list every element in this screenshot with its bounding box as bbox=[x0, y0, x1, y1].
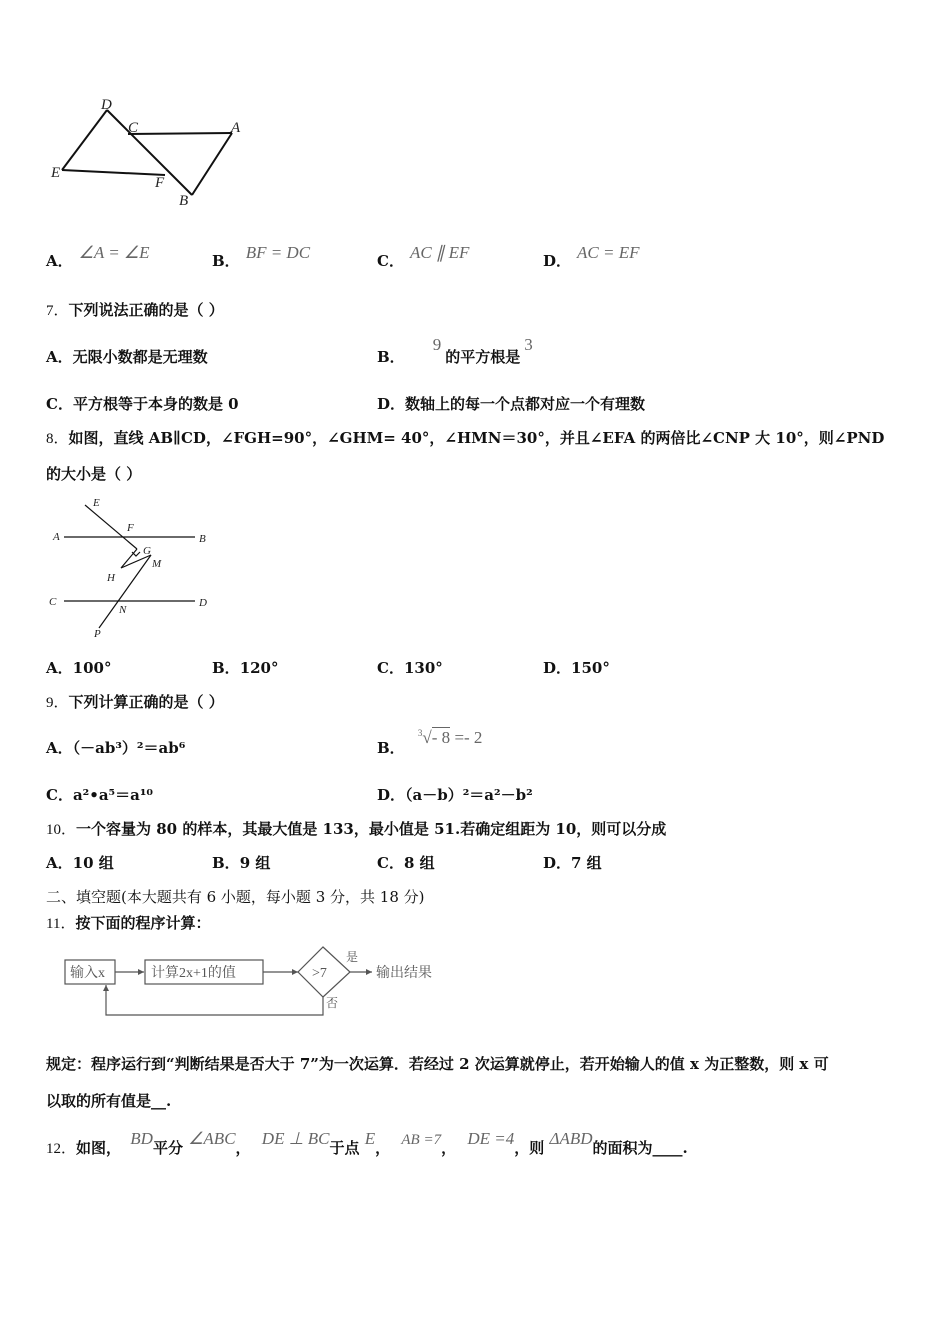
q6-label-b: B bbox=[179, 193, 189, 209]
q9-b-radical-icon: √ bbox=[422, 728, 432, 747]
q8-label-n: N bbox=[119, 604, 127, 616]
q8-option-c[interactable]: C．130° bbox=[377, 659, 443, 677]
q8-option-d[interactable]: D．150° bbox=[543, 659, 610, 677]
q10-option-c[interactable]: C．8 组 bbox=[377, 854, 435, 872]
q9-b-rest: =- 2 bbox=[454, 728, 483, 747]
q9-option-c[interactable]: C．a²•a⁵＝a¹⁰ bbox=[46, 786, 153, 804]
q6-option-d[interactable]: D． AC = EF bbox=[543, 243, 640, 270]
q11-rule-line1: 规定：程序运行到“判断结果是否大于 7”为一次运算．若经过 2 次运算就停止，若开始输人的值 x 为正整数，则 x 可 bbox=[46, 1055, 829, 1073]
q6-label-c: C bbox=[128, 120, 139, 136]
flow-arrowhead-1 bbox=[138, 969, 144, 975]
q8-label-a: A bbox=[53, 531, 60, 543]
flow-arrowhead-yes bbox=[366, 969, 372, 975]
q8-figure bbox=[45, 492, 220, 642]
flow-input-label: 输入x bbox=[70, 966, 105, 981]
q9-option-b[interactable]: B． $^3$√- 8 =- 2 bbox=[377, 728, 483, 757]
q10-option-d[interactable]: D．7 组 bbox=[543, 854, 602, 872]
q12-stem: 12．如图， BD平分 ∠ABC， DE ⊥ BC于点 E， AB =7， DE =4，则 ΔABD的面积为____. bbox=[46, 1129, 688, 1157]
flow-compute-label: 计算2x+1的值 bbox=[151, 966, 236, 981]
q9-b-radicand: - 8 bbox=[431, 728, 451, 747]
q8-right-angle-mark bbox=[132, 552, 140, 556]
q10-stem: 10．一个容量为 80 的样本，其最大值是 133，最小值是 51.若确定组距为 10，则可以分成 bbox=[46, 820, 667, 838]
q8-label-f: F bbox=[127, 522, 134, 534]
flow-arrowhead-loop bbox=[103, 985, 109, 991]
q6-segment-ca bbox=[128, 133, 232, 134]
q11-stem: 11．按下面的程序计算： bbox=[46, 914, 211, 932]
q10-option-a[interactable]: A．10 组 bbox=[46, 854, 114, 872]
flow-yes-label: 是 bbox=[346, 950, 359, 964]
q8-label-d: D bbox=[199, 597, 207, 609]
q7-stem: 7．下列说法正确的是（ ） bbox=[46, 301, 224, 319]
q8-label-m: M bbox=[152, 558, 162, 570]
q7-option-a[interactable]: A．无限小数都是无理数 bbox=[46, 348, 208, 366]
q6-option-b[interactable]: B． BF = DC bbox=[212, 243, 311, 270]
q11-rule-line2: 以取的所有值是__. bbox=[46, 1092, 172, 1110]
q9-b-root-index: 3 bbox=[417, 728, 423, 738]
q7-option-b[interactable]: B．9的平方根是3 bbox=[377, 335, 533, 366]
flow-no-label: 否 bbox=[326, 996, 339, 1010]
q7-option-c[interactable]: C．平方根等于本身的数是 0 bbox=[46, 395, 239, 413]
q8-option-a[interactable]: A．100° bbox=[46, 659, 112, 677]
q6-segment-db bbox=[107, 110, 192, 195]
q9-stem: 9．下列计算正确的是（ ） bbox=[46, 693, 224, 711]
q6-segment-ef bbox=[62, 170, 165, 175]
q6-segment-ab bbox=[192, 133, 232, 195]
q8-label-h: H bbox=[107, 572, 115, 584]
flow-output-label: 输出结果 bbox=[376, 966, 432, 981]
q6-segment-de bbox=[62, 110, 107, 170]
q6-figure bbox=[45, 95, 255, 213]
q10-option-b[interactable]: B．9 组 bbox=[212, 854, 271, 872]
flow-compare-label: >7 bbox=[312, 966, 327, 981]
q7-option-d[interactable]: D．数轴上的每一个点都对应一个有理数 bbox=[377, 395, 646, 413]
q6-label-d: D bbox=[101, 97, 112, 113]
q8-option-b[interactable]: B．120° bbox=[212, 659, 279, 677]
flow-loop-back-line bbox=[106, 985, 323, 1015]
q8-stem-line1: 8．如图，直线 AB∥CD，∠FGH=90°，∠GHM= 40°，∠HMN＝30°，并且∠EFA 的两倍比∠CNP 大 10°，则∠PND bbox=[46, 429, 885, 447]
q8-label-c: C bbox=[49, 596, 57, 608]
q8-label-b: B bbox=[199, 533, 206, 545]
q8-label-e: E bbox=[93, 497, 100, 509]
q6-label-f: F bbox=[155, 175, 165, 191]
q9-option-a[interactable]: A．（－ab³）²＝ab⁶ bbox=[46, 739, 186, 757]
q8-label-g: G bbox=[143, 545, 151, 557]
q11-flowchart bbox=[60, 944, 445, 1024]
flow-arrowhead-2 bbox=[292, 969, 298, 975]
q6-option-c[interactable]: C． AC ∥ EF bbox=[377, 243, 470, 270]
section-title-fill-blank: 二、填空题(本大题共有 6 小题，每小题 3 分，共 18 分) bbox=[46, 888, 425, 906]
q9-option-d[interactable]: D．（a－b）²＝a²－b² bbox=[377, 786, 533, 804]
q6-label-a: A bbox=[231, 120, 241, 136]
q6-label-e: E bbox=[51, 165, 61, 181]
q6-option-a[interactable]: A． ∠A = ∠E bbox=[46, 243, 150, 270]
q8-label-p: P bbox=[94, 628, 101, 640]
q8-stem-line2: 的大小是（ ） bbox=[46, 465, 142, 483]
